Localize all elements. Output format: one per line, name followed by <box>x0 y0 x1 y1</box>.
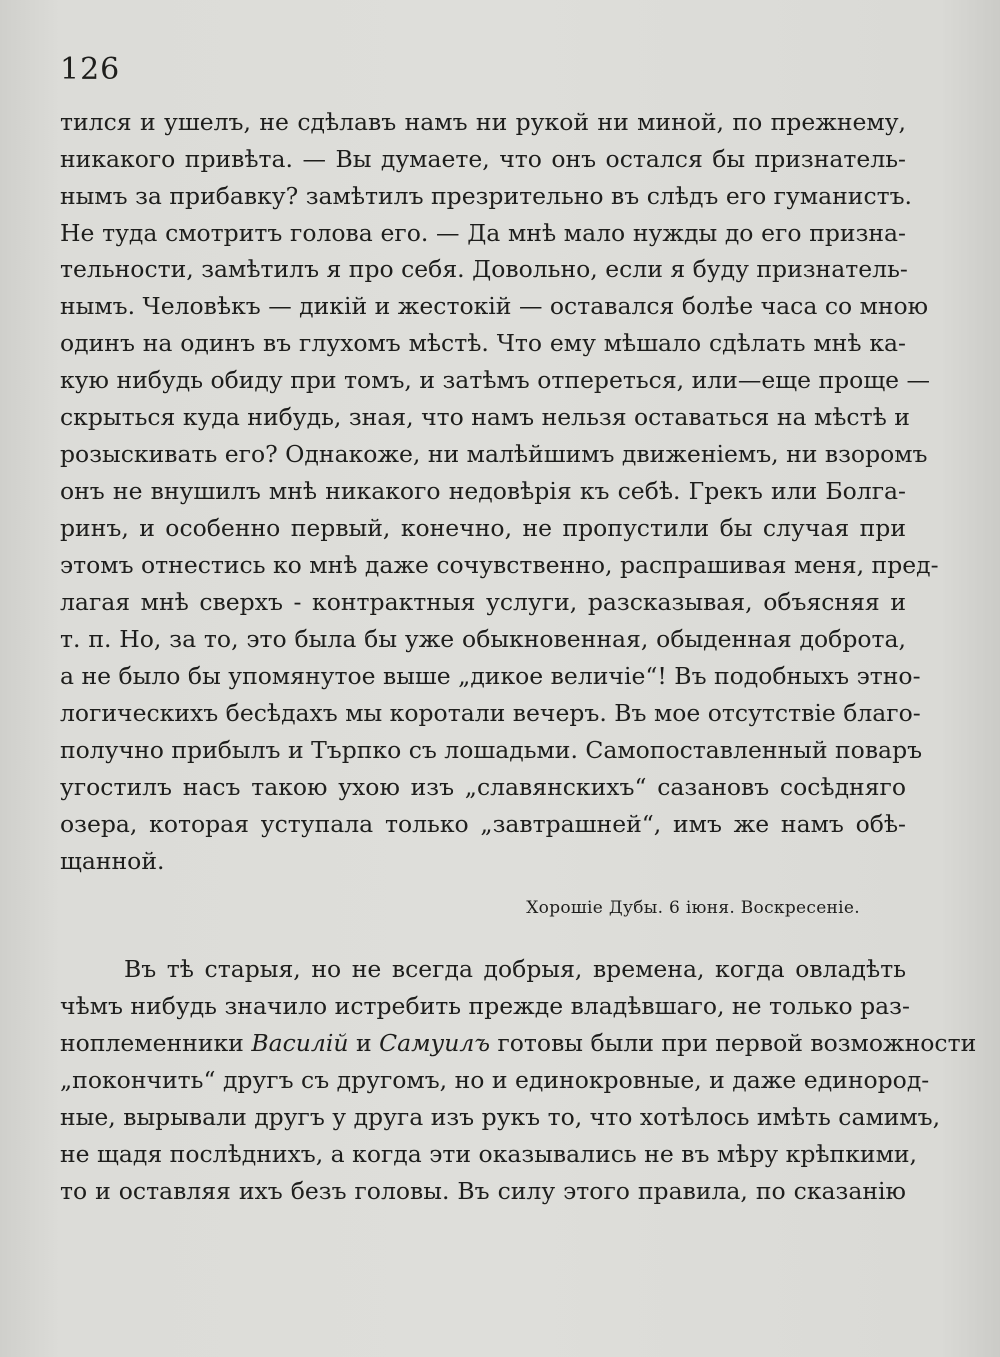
text-line: кую нибудь обиду при томъ, и затѣмъ отпереться, или—еще проще — <box>60 366 931 394</box>
text-line: тельности, замѣтилъ я про себя. Довольно, если я буду признатель- <box>60 255 908 283</box>
text-line: „покончить“ другъ съ другомъ, но и единокровные, и даже единород- <box>60 1066 930 1094</box>
text-line: Въ тѣ старыя, но не всегда добрыя, времена, когда овладѣть <box>124 955 906 983</box>
text-line: логическихъ бесѣдахъ мы коротали вечеръ. Въ мое отсутствіе благо- <box>60 699 921 727</box>
text-line: не щадя послѣднихъ, а когда эти оказывались не въ мѣру крѣпкими, <box>60 1140 917 1168</box>
text-line: т. п. Но, за то, это была бы уже обыкновенная, обыденная доброта, <box>60 625 906 653</box>
text-line: Не туда смотритъ голова его. — Да мнѣ мало нужды до его призна- <box>60 219 906 247</box>
text-span: ноплеменники <box>60 1029 252 1057</box>
text-span: и <box>348 1029 380 1057</box>
text-line: чѣмъ нибудь значило истребить прежде владѣвшаго, не только раз- <box>60 992 910 1020</box>
text-span: готовы были при первой возможности <box>490 1029 977 1057</box>
text-line: никакого привѣта. — Вы думаете, что онъ остался бы признатель- <box>60 145 906 173</box>
text-line: нымъ. Человѣкъ — дикій и жестокій — оставался болѣе часа со мною <box>60 292 929 320</box>
text-line: скрыться куда нибудь, зная, что намъ нельзя оставаться на мѣстѣ и <box>60 403 910 431</box>
text-line: получно прибылъ и Търпко съ лошадьми. Самопоставленный поваръ <box>60 736 923 764</box>
text-line <box>60 1028 977 1058</box>
text-line: онъ не внушилъ мнѣ никакого недовѣрія къ себѣ. Грекъ или Болга- <box>60 477 906 505</box>
text-line: одинъ на одинъ въ глухомъ мѣстѣ. Что ему мѣшало сдѣлать мнѣ ка- <box>60 329 906 357</box>
text-line: ные, вырывали другъ у друга изъ рукъ то, что хотѣлось имѣть самимъ, <box>60 1103 941 1131</box>
text-line: этомъ отнестись ко мнѣ даже сочувственно, распрашивая меня, пред- <box>60 551 939 579</box>
text-line: озера, которая уступала только „завтрашней“, имъ же намъ обѣ- <box>60 810 906 838</box>
text-line: розыскивать его? Однакоже, ни малѣйшимъ движеніемъ, ни взоромъ <box>60 440 928 468</box>
text-line: ринъ, и особенно первый, конечно, не пропустили бы случая при <box>60 514 906 542</box>
page-number: 126 <box>60 52 121 87</box>
name-vasily: Василій <box>251 1029 349 1057</box>
text-line: то и оставляя ихъ безъ головы. Въ силу этого правила, по сказанію <box>60 1177 906 1205</box>
text-line: угостилъ насъ такою ухою изъ „славянскихъ“ сазановъ сосѣдняго <box>60 773 906 801</box>
name-samuil: Самуилъ <box>379 1029 490 1057</box>
text-line: тился и ушелъ, не сдѣлавъ намъ ни рукой ни миной, по прежнему, <box>60 108 906 136</box>
text-line: щанной. <box>60 847 165 875</box>
text-line: а не было бы упомянутое выше „дикое величіе“! Въ подобныхъ этно- <box>60 662 921 690</box>
dateline: Хорошіе Дубы. 6 іюня. Воскресеніе. <box>526 898 860 918</box>
text-line: лагая мнѣ сверхъ - контрактныя услуги, разсказывая, объясняя и <box>60 588 906 616</box>
text-line: нымъ за прибавку? замѣтилъ презрительно въ слѣдъ его гуманистъ. <box>60 182 913 210</box>
